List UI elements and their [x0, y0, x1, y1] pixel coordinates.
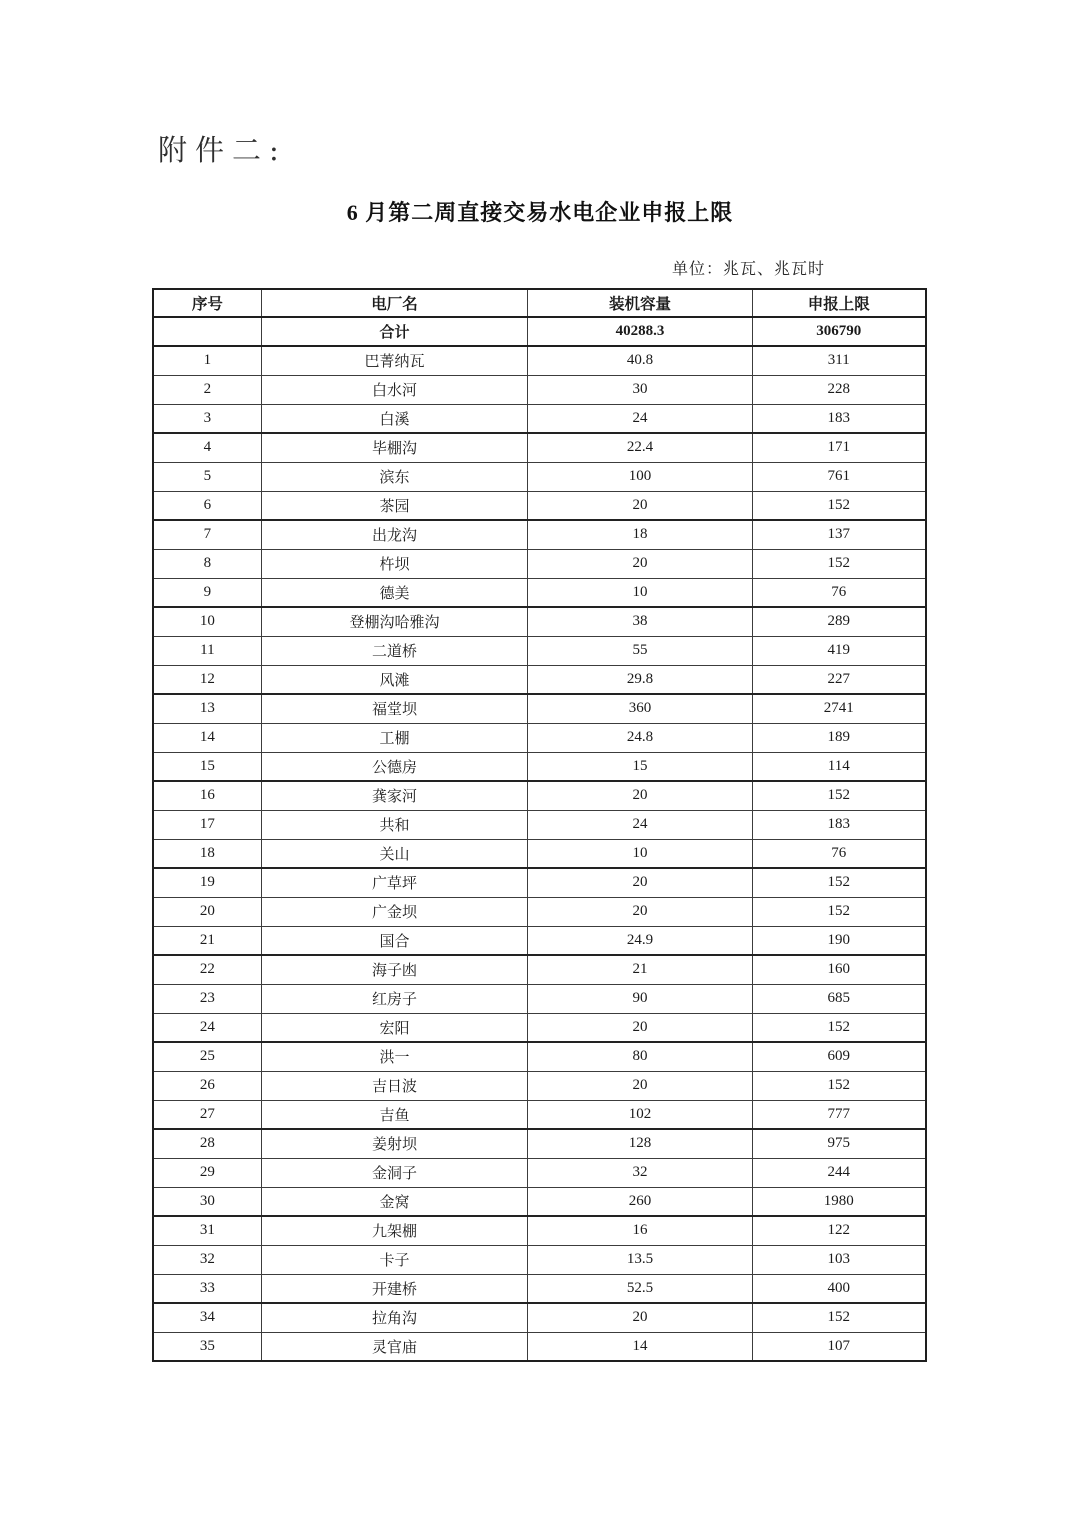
- table-row: [153, 1187, 926, 1216]
- cell-limit: 289: [752, 607, 926, 636]
- cell-name: 茶园: [261, 491, 528, 520]
- cell-name: 广草坪: [261, 868, 528, 897]
- cell-name: 卡子: [261, 1245, 528, 1274]
- cell-limit: 183: [752, 810, 926, 839]
- table-row: [153, 723, 926, 752]
- cell-capacity: 16: [528, 1216, 752, 1245]
- cell-capacity: 80: [528, 1042, 752, 1071]
- cell-capacity: 20: [528, 491, 752, 520]
- table-body: [153, 346, 926, 1361]
- table-row: [153, 1042, 926, 1071]
- cell-index: 9: [153, 578, 261, 607]
- cell-limit: 152: [752, 897, 926, 926]
- cell-name: 宏阳: [261, 1013, 528, 1042]
- table-row: [153, 694, 926, 723]
- cell-index: 17: [153, 810, 261, 839]
- cell-capacity: 128: [528, 1129, 752, 1158]
- cell-name: 风滩: [261, 665, 528, 694]
- cell-index: 8: [153, 549, 261, 578]
- cell-limit: 160: [752, 955, 926, 984]
- cell-limit: 107: [752, 1332, 926, 1361]
- table-row: [153, 897, 926, 926]
- cell-index: 7: [153, 520, 261, 549]
- cell-name: 龚家河: [261, 781, 528, 810]
- cell-name: 德美: [261, 578, 528, 607]
- cell-name: 九架棚: [261, 1216, 528, 1245]
- cell-limit: 152: [752, 1071, 926, 1100]
- cell-capacity: 52.5: [528, 1274, 752, 1303]
- table-row: [153, 1129, 926, 1158]
- cell-index: 24: [153, 1013, 261, 1042]
- cell-limit: 122: [752, 1216, 926, 1245]
- cell-capacity: 20: [528, 868, 752, 897]
- cell-limit: 171: [752, 433, 926, 462]
- cell-name: 工棚: [261, 723, 528, 752]
- cell-name: 灵官庙: [261, 1332, 528, 1361]
- cell-limit: 152: [752, 1303, 926, 1332]
- total-cell-limit: 306790: [752, 317, 926, 346]
- cell-capacity: 20: [528, 1013, 752, 1042]
- table-row: [153, 1071, 926, 1100]
- cell-name: 滨东: [261, 462, 528, 491]
- cell-limit: 103: [752, 1245, 926, 1274]
- cell-limit: 183: [752, 404, 926, 433]
- cell-index: 6: [153, 491, 261, 520]
- cell-index: 33: [153, 1274, 261, 1303]
- cell-limit: 685: [752, 984, 926, 1013]
- cell-name: 拉角沟: [261, 1303, 528, 1332]
- cell-name: 海子凼: [261, 955, 528, 984]
- cell-index: 29: [153, 1158, 261, 1187]
- table-row: [153, 984, 926, 1013]
- cell-name: 白水河: [261, 375, 528, 404]
- table-row: [153, 926, 926, 955]
- column-header-capacity: 装机容量: [528, 289, 752, 317]
- cell-index: 19: [153, 868, 261, 897]
- cell-limit: 114: [752, 752, 926, 781]
- cell-index: 23: [153, 984, 261, 1013]
- cell-capacity: 360: [528, 694, 752, 723]
- cell-index: 15: [153, 752, 261, 781]
- cell-name: 金洞子: [261, 1158, 528, 1187]
- cell-name: 吉日波: [261, 1071, 528, 1100]
- cell-index: 25: [153, 1042, 261, 1071]
- table-row: [153, 433, 926, 462]
- cell-name: 洪一: [261, 1042, 528, 1071]
- cell-name: 国合: [261, 926, 528, 955]
- header-row: [153, 289, 926, 317]
- cell-name: 白溪: [261, 404, 528, 433]
- cell-capacity: 20: [528, 1071, 752, 1100]
- cell-limit: 419: [752, 636, 926, 665]
- cell-name: 红房子: [261, 984, 528, 1013]
- table-row: [153, 1216, 926, 1245]
- table-row: [153, 491, 926, 520]
- cell-index: 16: [153, 781, 261, 810]
- cell-name: 公德房: [261, 752, 528, 781]
- table-row: [153, 839, 926, 868]
- cell-limit: 975: [752, 1129, 926, 1158]
- table-row: [153, 1274, 926, 1303]
- cell-capacity: 29.8: [528, 665, 752, 694]
- cell-limit: 2741: [752, 694, 926, 723]
- cell-capacity: 10: [528, 578, 752, 607]
- cell-limit: 777: [752, 1100, 926, 1129]
- table-row: [153, 1100, 926, 1129]
- table-row: [153, 1013, 926, 1042]
- cell-limit: 152: [752, 549, 926, 578]
- cell-index: 27: [153, 1100, 261, 1129]
- table-row: [153, 462, 926, 491]
- cell-capacity: 100: [528, 462, 752, 491]
- cell-capacity: 38: [528, 607, 752, 636]
- cell-capacity: 32: [528, 1158, 752, 1187]
- table-row: [153, 636, 926, 665]
- cell-name: 关山: [261, 839, 528, 868]
- table-row: [153, 607, 926, 636]
- cell-limit: 152: [752, 868, 926, 897]
- cell-index: 2: [153, 375, 261, 404]
- cell-name: 福堂坝: [261, 694, 528, 723]
- cell-capacity: 24.9: [528, 926, 752, 955]
- cell-capacity: 14: [528, 1332, 752, 1361]
- table-row: [153, 752, 926, 781]
- cell-limit: 1980: [752, 1187, 926, 1216]
- table-row: [153, 868, 926, 897]
- cell-limit: 228: [752, 375, 926, 404]
- column-header-index: 序号: [153, 289, 261, 317]
- table-row: [153, 1332, 926, 1361]
- cell-name: 广金坝: [261, 897, 528, 926]
- cell-index: 34: [153, 1303, 261, 1332]
- cell-index: 30: [153, 1187, 261, 1216]
- table-row: [153, 520, 926, 549]
- page-title: 6 月第二周直接交易水电企业申报上限: [346, 200, 734, 225]
- cell-index: 22: [153, 955, 261, 984]
- cell-capacity: 18: [528, 520, 752, 549]
- cell-capacity: 20: [528, 781, 752, 810]
- cell-capacity: 55: [528, 636, 752, 665]
- cell-limit: 137: [752, 520, 926, 549]
- cell-index: 26: [153, 1071, 261, 1100]
- total-cell-index: [153, 317, 261, 346]
- cell-name: 姜射坝: [261, 1129, 528, 1158]
- total-cell-capacity: 40288.3: [528, 317, 752, 346]
- cell-index: 14: [153, 723, 261, 752]
- cell-capacity: 90: [528, 984, 752, 1013]
- table-row: [153, 375, 926, 404]
- cell-name: 出龙沟: [261, 520, 528, 549]
- table-row: [153, 781, 926, 810]
- table-row: [153, 549, 926, 578]
- cell-limit: 244: [752, 1158, 926, 1187]
- cell-capacity: 102: [528, 1100, 752, 1129]
- cell-limit: 227: [752, 665, 926, 694]
- cell-limit: 761: [752, 462, 926, 491]
- cell-limit: 76: [752, 578, 926, 607]
- cell-index: 4: [153, 433, 261, 462]
- cell-index: 12: [153, 665, 261, 694]
- total-cell-name: 合计: [261, 317, 528, 346]
- cell-capacity: 260: [528, 1187, 752, 1216]
- cell-limit: 609: [752, 1042, 926, 1071]
- table-row: [153, 665, 926, 694]
- cell-index: 13: [153, 694, 261, 723]
- cell-limit: 311: [752, 346, 926, 375]
- cell-name: 毕棚沟: [261, 433, 528, 462]
- cell-name: 二道桥: [261, 636, 528, 665]
- cell-capacity: 20: [528, 549, 752, 578]
- cell-index: 32: [153, 1245, 261, 1274]
- cell-index: 5: [153, 462, 261, 491]
- cell-name: 吉鱼: [261, 1100, 528, 1129]
- cell-capacity: 20: [528, 897, 752, 926]
- table-row: [153, 346, 926, 375]
- cell-index: 10: [153, 607, 261, 636]
- table-row: [153, 1158, 926, 1187]
- cell-name: 金窝: [261, 1187, 528, 1216]
- cell-capacity: 10: [528, 839, 752, 868]
- cell-limit: 152: [752, 491, 926, 520]
- cell-index: 28: [153, 1129, 261, 1158]
- cell-capacity: 15: [528, 752, 752, 781]
- attachment-label: 附件二:: [158, 133, 287, 167]
- cell-index: 18: [153, 839, 261, 868]
- cell-capacity: 30: [528, 375, 752, 404]
- table-row: [153, 1245, 926, 1274]
- column-header-name: 电厂名: [261, 289, 528, 317]
- cell-name: 共和: [261, 810, 528, 839]
- table-row: [153, 955, 926, 984]
- cell-capacity: 24.8: [528, 723, 752, 752]
- table-row: [153, 404, 926, 433]
- cell-name: 巴菁纳瓦: [261, 346, 528, 375]
- cell-capacity: 40.8: [528, 346, 752, 375]
- cell-index: 31: [153, 1216, 261, 1245]
- column-header-limit: 申报上限: [752, 289, 926, 317]
- cell-index: 20: [153, 897, 261, 926]
- cell-capacity: 24: [528, 404, 752, 433]
- cell-capacity: 22.4: [528, 433, 752, 462]
- cell-name: 杵坝: [261, 549, 528, 578]
- cell-index: 35: [153, 1332, 261, 1361]
- cell-index: 21: [153, 926, 261, 955]
- report-table: [152, 288, 927, 1362]
- cell-limit: 400: [752, 1274, 926, 1303]
- cell-index: 1: [153, 346, 261, 375]
- total-row: [153, 317, 926, 346]
- cell-capacity: 13.5: [528, 1245, 752, 1274]
- unit-note: 单位：兆瓦、兆瓦时: [672, 261, 826, 278]
- cell-limit: 76: [752, 839, 926, 868]
- cell-limit: 152: [752, 1013, 926, 1042]
- cell-limit: 190: [752, 926, 926, 955]
- cell-capacity: 21: [528, 955, 752, 984]
- cell-capacity: 24: [528, 810, 752, 839]
- cell-name: 开建桥: [261, 1274, 528, 1303]
- cell-limit: 189: [752, 723, 926, 752]
- cell-index: 11: [153, 636, 261, 665]
- cell-index: 3: [153, 404, 261, 433]
- table-row: [153, 1303, 926, 1332]
- table-row: [153, 578, 926, 607]
- cell-name: 登棚沟哈雅沟: [261, 607, 528, 636]
- table-row: [153, 810, 926, 839]
- cell-capacity: 20: [528, 1303, 752, 1332]
- cell-limit: 152: [752, 781, 926, 810]
